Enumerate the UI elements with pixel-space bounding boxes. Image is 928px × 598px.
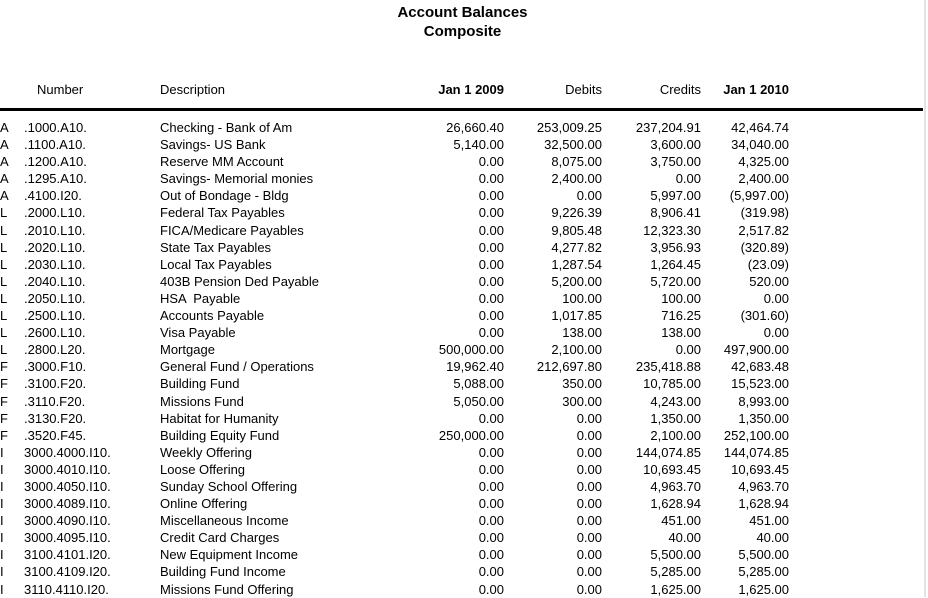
table-row (0, 358, 789, 375)
account-balances-table (0, 78, 789, 598)
cell-number: .2050.L10. (24, 290, 86, 306)
cell-jan-1-2009: 0.00 (478, 444, 504, 460)
cell-number: 3000.4089.I10. (24, 496, 111, 512)
cell-debits: 0.00 (576, 581, 602, 597)
cell-credits: 2,100.00 (650, 427, 701, 443)
cell-jan-1-2010: 8,993.00 (738, 393, 789, 409)
report-title-line1: Account Balances (397, 4, 528, 21)
cell-description: Missions Fund Offering (160, 581, 294, 597)
cell-jan-1-2010: 1,628.94 (738, 496, 789, 512)
cell-credits: 0.00 (675, 342, 701, 358)
cell-jan-1-2010: 15,523.00 (731, 376, 789, 392)
cell-jan-1-2010: 520.00 (749, 273, 789, 289)
cell-type: L (0, 205, 8, 221)
cell-jan-1-2009: 0.00 (478, 461, 504, 477)
cell-description: Online Offering (160, 496, 248, 512)
cell-description: Credit Card Charges (160, 530, 280, 546)
cell-jan-1-2010: 5,285.00 (738, 564, 789, 580)
cell-type: I (0, 461, 4, 477)
cell-description: Habitat for Humanity (160, 410, 279, 426)
cell-credits: 0.00 (675, 171, 701, 187)
cell-credits: 138.00 (661, 325, 701, 341)
table-row (0, 324, 789, 341)
cell-jan-1-2009: 0.00 (478, 222, 504, 238)
cell-debits: 1,017.85 (551, 308, 602, 324)
cell-number: .2040.L10. (24, 273, 86, 289)
cell-type: L (0, 239, 8, 255)
cell-number: 3100.4101.I20. (24, 547, 111, 563)
cell-type: I (0, 478, 4, 494)
cell-number: .2020.L10. (24, 239, 86, 255)
cell-jan-1-2009: 0.00 (478, 530, 504, 546)
cell-credits: 3,750.00 (650, 154, 701, 170)
window-edge-line (924, 0, 926, 597)
cell-debits: 253,009.25 (536, 120, 602, 135)
cell-jan-1-2010: 34,040.00 (731, 137, 789, 153)
cell-description: Loose Offering (160, 461, 246, 477)
cell-jan-1-2009: 0.00 (478, 188, 504, 204)
cell-type: F (0, 359, 8, 375)
cell-jan-1-2009: 500,000.00 (438, 342, 504, 358)
cell-description: Out of Bondage - Bldg (160, 188, 289, 204)
cell-credits: 235,418.88 (635, 359, 701, 375)
cell-number: .1295.A10. (24, 171, 87, 187)
cell-jan-1-2010: 451.00 (749, 513, 789, 529)
cell-description: Accounts Payable (160, 308, 265, 324)
cell-number: .3110.F20. (24, 393, 86, 409)
table-header (0, 78, 789, 119)
cell-credits: 40.00 (668, 530, 701, 546)
cell-number: .2600.L10. (24, 325, 86, 341)
cell-debits: 138.00 (562, 325, 602, 341)
cell-jan-1-2009: 0.00 (478, 239, 504, 255)
cell-jan-1-2010: (23.09) (747, 256, 789, 272)
cell-type: L (0, 273, 8, 289)
cell-number: .3100.F20. (24, 376, 87, 392)
cell-description: Federal Tax Payables (160, 205, 285, 221)
table-row (0, 307, 789, 324)
cell-type: L (0, 342, 8, 358)
cell-credits: 10,693.45 (643, 461, 701, 477)
cell-credits: 716.25 (661, 308, 701, 324)
cell-jan-1-2009: 0.00 (478, 325, 504, 341)
table-row (0, 529, 789, 546)
cell-credits: 10,785.00 (643, 376, 701, 392)
cell-debits: 9,805.48 (551, 222, 602, 238)
cell-jan-1-2010: (5,997.00) (729, 188, 789, 204)
cell-number: .2010.L10. (24, 222, 86, 238)
cell-debits: 9,226.39 (551, 205, 602, 221)
cell-debits: 0.00 (576, 513, 602, 529)
cell-debits: 2,100.00 (551, 342, 602, 358)
cell-type: F (0, 410, 8, 426)
cell-type: I (0, 547, 4, 563)
cell-debits: 0.00 (576, 478, 602, 494)
cell-type: A (0, 171, 9, 187)
cell-type: L (0, 290, 8, 306)
table-row (0, 239, 789, 256)
cell-credits: 12,323.30 (643, 222, 701, 238)
cell-description: State Tax Payables (160, 239, 272, 255)
cell-number: 3000.4095.I10. (24, 530, 111, 546)
cell-number: 3110.4110.I20. (24, 581, 109, 597)
cell-debits: 0.00 (576, 530, 602, 546)
cell-type: I (0, 581, 4, 597)
cell-type: I (0, 444, 4, 460)
cell-debits: 0.00 (576, 496, 602, 512)
cell-jan-1-2009: 0.00 (478, 308, 504, 324)
table-row (0, 427, 789, 444)
cell-jan-1-2009: 26,660.40 (446, 120, 504, 135)
cell-jan-1-2009: 0.00 (478, 171, 504, 187)
cell-debits: 4,277.82 (551, 239, 602, 255)
cell-description: Mortgage (160, 342, 215, 358)
cell-jan-1-2009: 0.00 (478, 564, 504, 580)
cell-jan-1-2009: 0.00 (478, 496, 504, 512)
cell-number: .4100.I20. (24, 188, 82, 204)
cell-jan-1-2009: 5,050.00 (453, 393, 504, 409)
table-body (0, 119, 789, 598)
cell-number: 3000.4090.I10. (24, 513, 111, 529)
cell-number: .3130.F20. (24, 410, 87, 426)
cell-jan-1-2010: 4,325.00 (738, 154, 789, 170)
cell-jan-1-2010: 2,400.00 (738, 171, 789, 187)
cell-description: General Fund / Operations (160, 359, 314, 375)
cell-description: Building Fund Income (160, 564, 286, 580)
cell-credits: 3,600.00 (650, 137, 701, 153)
cell-jan-1-2009: 0.00 (478, 581, 504, 597)
cell-jan-1-2010: 0.00 (763, 325, 789, 341)
cell-credits: 144,074.85 (635, 444, 701, 460)
table-row (0, 341, 789, 358)
cell-jan-1-2010: 497,900.00 (723, 342, 789, 358)
cell-description: 403B Pension Ded Payable (160, 273, 320, 289)
cell-jan-1-2009: 0.00 (478, 410, 504, 426)
cell-description: Reserve MM Account (160, 154, 284, 170)
table-row (0, 290, 789, 307)
cell-description: Checking - Bank of Am (160, 120, 293, 135)
cell-type: A (0, 120, 9, 135)
cell-credits: 1,625.00 (650, 581, 701, 597)
cell-jan-1-2010: 5,500.00 (738, 547, 789, 563)
col-header-description: Description (160, 82, 226, 97)
cell-description: Local Tax Payables (160, 256, 272, 272)
cell-description: Missions Fund (160, 393, 244, 409)
cell-description: Weekly Offering (160, 444, 253, 460)
header-rule (0, 108, 923, 111)
cell-type: L (0, 308, 8, 324)
cell-debits: 2,400.00 (551, 171, 602, 187)
cell-number: .2500.L10. (24, 308, 86, 324)
cell-type: F (0, 376, 8, 392)
table-row (0, 495, 789, 512)
cell-credits: 237,204.91 (635, 120, 701, 135)
cell-description: Sunday School Offering (160, 478, 298, 494)
cell-jan-1-2010: 42,464.74 (731, 120, 789, 135)
cell-debits: 0.00 (576, 444, 602, 460)
cell-number: .2030.L10. (24, 256, 86, 272)
col-header-type (0, 78, 24, 119)
cell-jan-1-2009: 0.00 (478, 154, 504, 170)
cell-jan-1-2010: 2,517.82 (738, 222, 789, 238)
cell-jan-1-2009: 0.00 (478, 513, 504, 529)
cell-jan-1-2009: 250,000.00 (438, 427, 504, 443)
cell-debits: 8,075.00 (551, 154, 602, 170)
cell-number: .1100.A10. (24, 137, 86, 153)
cell-jan-1-2010: (320.89) (740, 239, 789, 255)
cell-jan-1-2010: 42,683.48 (731, 359, 789, 375)
cell-type: A (0, 188, 9, 204)
table-row (0, 478, 789, 495)
table-row (0, 187, 789, 204)
cell-jan-1-2009: 5,140.00 (453, 137, 504, 153)
table-row (0, 119, 789, 136)
table-row (0, 204, 789, 221)
table-row (0, 581, 789, 598)
table-row (0, 546, 789, 563)
cell-description: Savings- US Bank (160, 137, 266, 153)
cell-jan-1-2010: 10,693.45 (731, 461, 789, 477)
cell-number: .1000.A10. (24, 120, 87, 135)
cell-credits: 8,906.41 (650, 205, 701, 221)
cell-debits: 300.00 (562, 393, 602, 409)
cell-debits: 0.00 (576, 410, 602, 426)
cell-type: L (0, 256, 8, 272)
cell-number: .1200.A10. (24, 154, 87, 170)
cell-jan-1-2009: 0.00 (478, 256, 504, 272)
table-row (0, 222, 789, 239)
cell-debits: 0.00 (576, 427, 602, 443)
cell-jan-1-2010: 0.00 (763, 290, 789, 306)
cell-type: F (0, 393, 8, 409)
table-row (0, 256, 789, 273)
cell-jan-1-2010: 40.00 (756, 530, 789, 546)
cell-description: New Equipment Income (160, 547, 299, 563)
table-row (0, 393, 789, 410)
col-header-jan-1-2009: Jan 1 2009 (438, 82, 504, 97)
cell-number: 3000.4010.I10. (24, 461, 111, 477)
cell-debits: 32,500.00 (544, 137, 602, 153)
table-row (0, 563, 789, 580)
table-row (0, 444, 789, 461)
cell-credits: 5,500.00 (650, 547, 701, 563)
cell-credits: 1,350.00 (650, 410, 701, 426)
cell-type: A (0, 154, 9, 170)
cell-type: I (0, 530, 4, 546)
table-row (0, 273, 789, 290)
cell-description: Miscellaneous Income (160, 513, 289, 529)
cell-description: Visa Payable (160, 325, 236, 341)
cell-number: 3100.4109.I20. (24, 564, 111, 580)
col-header-debits: Debits (565, 82, 602, 97)
cell-number: .2000.L10. (24, 205, 86, 221)
col-header-credits: Credits (659, 82, 701, 97)
cell-jan-1-2009: 5,088.00 (453, 376, 504, 392)
cell-debits: 5,200.00 (551, 273, 602, 289)
cell-type: L (0, 222, 8, 238)
cell-number: 3000.4000.I10. (24, 444, 111, 460)
table-row (0, 136, 789, 153)
cell-jan-1-2009: 0.00 (478, 478, 504, 494)
cell-type: L (0, 325, 8, 341)
cell-debits: 212,697.80 (536, 359, 602, 375)
cell-type: I (0, 564, 4, 580)
cell-debits: 350.00 (562, 376, 602, 392)
cell-jan-1-2009: 0.00 (478, 273, 504, 289)
cell-jan-1-2009: 0.00 (478, 205, 504, 221)
cell-debits: 1,287.54 (551, 256, 602, 272)
cell-debits: 0.00 (576, 188, 602, 204)
cell-number: .3000.F10. (24, 359, 87, 375)
cell-credits: 5,720.00 (650, 273, 701, 289)
cell-number: .2800.L20. (24, 342, 86, 358)
cell-credits: 451.00 (661, 513, 701, 529)
cell-jan-1-2009: 0.00 (478, 547, 504, 563)
cell-number: .3520.F45. (24, 427, 87, 443)
cell-type: I (0, 496, 4, 512)
cell-description: Building Equity Fund (160, 427, 280, 443)
cell-jan-1-2010: 1,350.00 (738, 410, 789, 426)
cell-jan-1-2010: 144,074.85 (723, 444, 789, 460)
cell-type: A (0, 137, 9, 153)
cell-credits: 1,264.45 (650, 256, 701, 272)
cell-jan-1-2010: 4,963.70 (738, 478, 789, 494)
cell-number: 3000.4050.I10. (24, 478, 111, 494)
cell-credits: 100.00 (661, 290, 701, 306)
cell-description: Building Fund (160, 376, 240, 392)
cell-type: F (0, 427, 8, 443)
table-header-row (0, 78, 789, 119)
col-header-jan-1-2010: Jan 1 2010 (723, 82, 789, 97)
cell-credits: 5,285.00 (650, 564, 701, 580)
cell-debits: 100.00 (562, 290, 602, 306)
cell-description: HSA Payable (160, 290, 241, 306)
cell-credits: 4,243.00 (650, 393, 701, 409)
table-row (0, 461, 789, 478)
cell-debits: 0.00 (576, 547, 602, 563)
cell-description: Savings- Memorial monies (160, 171, 314, 187)
cell-debits: 0.00 (576, 461, 602, 477)
cell-jan-1-2010: 1,625.00 (738, 581, 789, 597)
cell-credits: 4,963.70 (650, 478, 701, 494)
table-row (0, 153, 789, 170)
cell-credits: 5,997.00 (650, 188, 701, 204)
cell-jan-1-2010: (319.98) (740, 205, 789, 221)
cell-description: FICA/Medicare Payables (160, 222, 304, 238)
cell-jan-1-2009: 0.00 (478, 290, 504, 306)
cell-credits: 1,628.94 (650, 496, 701, 512)
report-title (0, 3, 925, 41)
cell-credits: 3,956.93 (650, 239, 701, 255)
table-row (0, 512, 789, 529)
cell-jan-1-2010: (301.60) (740, 308, 789, 324)
cell-jan-1-2010: 252,100.00 (723, 427, 789, 443)
table-row (0, 410, 789, 427)
col-header-number: Number (37, 82, 84, 97)
cell-debits: 0.00 (576, 564, 602, 580)
cell-type: I (0, 513, 4, 529)
table-row (0, 375, 789, 392)
report-title-line2: Composite (423, 23, 502, 40)
cell-jan-1-2009: 19,962.40 (446, 359, 504, 375)
table-row (0, 170, 789, 187)
